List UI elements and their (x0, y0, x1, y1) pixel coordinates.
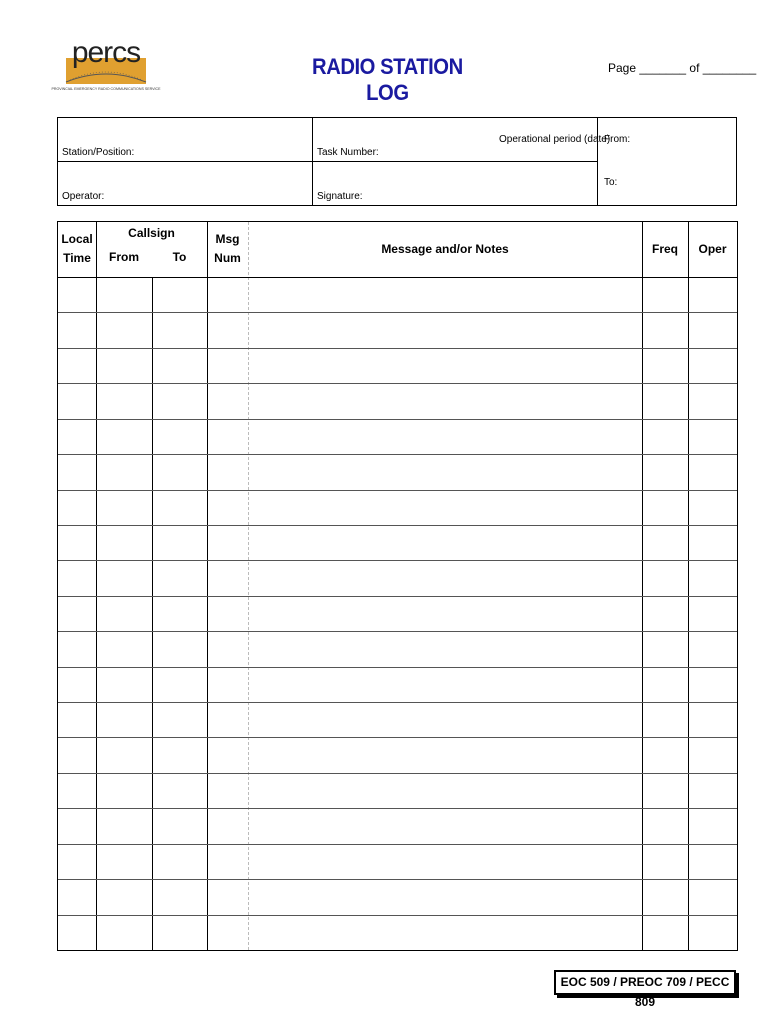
msg-num-cell[interactable] (207, 844, 248, 879)
callsign-to-cell[interactable] (152, 737, 207, 772)
message-cell[interactable] (248, 879, 642, 914)
oper-cell[interactable] (688, 596, 737, 631)
local-time-cell[interactable] (58, 844, 96, 879)
oper-cell[interactable] (688, 915, 737, 950)
callsign-to-cell[interactable] (152, 525, 207, 560)
local-time-cell[interactable] (58, 596, 96, 631)
callsign-to-cell[interactable] (152, 808, 207, 843)
table-row (58, 490, 737, 525)
msg-num-cell[interactable] (207, 419, 248, 454)
svg-text:percs: percs (71, 36, 141, 69)
callsign-to-cell[interactable] (152, 383, 207, 418)
local-time-cell[interactable] (58, 383, 96, 418)
from-date-label[interactable]: From: (604, 134, 631, 145)
operational-period-label: Operational period (date) (499, 134, 611, 145)
freq-cell[interactable] (642, 702, 688, 737)
table-row (58, 454, 737, 489)
local-time-cell[interactable] (58, 915, 96, 950)
callsign-from-cell[interactable] (96, 667, 152, 702)
table-row (58, 596, 737, 631)
message-cell[interactable] (248, 454, 642, 489)
oper-cell[interactable] (688, 702, 737, 737)
freq-cell[interactable] (642, 915, 688, 950)
oper-cell[interactable] (688, 773, 737, 808)
oper-cell[interactable] (688, 667, 737, 702)
local-time-cell[interactable] (58, 560, 96, 595)
page-indicator[interactable]: Page _______ of ________ (608, 61, 757, 75)
callsign-from-cell[interactable] (96, 312, 152, 347)
message-cell[interactable] (248, 844, 642, 879)
form-code-badge: EOC 509 / PREOC 709 / PECC 809 (554, 970, 736, 995)
callsign-to-cell[interactable] (152, 312, 207, 347)
msg-num-cell[interactable] (207, 702, 248, 737)
oper-cell[interactable] (688, 844, 737, 879)
table-row (58, 879, 737, 914)
local-time-header: Local Time (61, 232, 93, 265)
radio-log-table (57, 221, 738, 951)
msg-num-cell[interactable] (207, 525, 248, 560)
oper-cell[interactable] (688, 631, 737, 666)
table-row (58, 667, 737, 702)
callsign-from-cell[interactable] (96, 348, 152, 383)
info-section (57, 117, 737, 206)
freq-cell[interactable] (642, 490, 688, 525)
callsign-to-cell[interactable] (152, 490, 207, 525)
local-time-cell[interactable] (58, 312, 96, 347)
local-time-cell[interactable] (58, 773, 96, 808)
message-cell[interactable] (248, 383, 642, 418)
msg-num-cell[interactable] (207, 454, 248, 489)
local-time-cell[interactable] (58, 879, 96, 914)
callsign-to-cell[interactable] (152, 879, 207, 914)
freq-cell[interactable] (642, 737, 688, 772)
table-row (58, 737, 737, 772)
callsign-from-cell[interactable] (96, 490, 152, 525)
freq-cell[interactable] (642, 631, 688, 666)
callsign-from-cell[interactable] (96, 631, 152, 666)
callsign-to-cell[interactable] (152, 667, 207, 702)
msg-num-cell[interactable] (207, 737, 248, 772)
callsign-from-cell[interactable] (96, 419, 152, 454)
callsign-to-cell[interactable] (152, 419, 207, 454)
oper-cell[interactable] (688, 383, 737, 418)
message-cell[interactable] (248, 312, 642, 347)
message-cell[interactable] (248, 808, 642, 843)
to-date-label[interactable]: To: (604, 177, 618, 188)
msg-num-cell[interactable] (207, 383, 248, 418)
callsign-to-cell[interactable] (152, 596, 207, 631)
msg-num-cell[interactable] (207, 560, 248, 595)
msg-num-cell[interactable] (207, 490, 248, 525)
freq-cell[interactable] (642, 879, 688, 914)
table-row (58, 915, 737, 950)
message-cell[interactable] (248, 277, 642, 312)
callsign-from-cell[interactable] (96, 525, 152, 560)
callsign-from-cell[interactable] (96, 596, 152, 631)
msg-num-cell[interactable] (207, 667, 248, 702)
msg-num-cell[interactable] (207, 312, 248, 347)
oper-cell[interactable] (688, 490, 737, 525)
table-row (58, 560, 737, 595)
freq-cell[interactable] (642, 773, 688, 808)
local-time-cell[interactable] (58, 631, 96, 666)
callsign-from-cell[interactable] (96, 560, 152, 595)
message-cell[interactable] (248, 525, 642, 560)
message-cell[interactable] (248, 702, 642, 737)
msg-num-cell[interactable] (207, 277, 248, 312)
local-time-cell[interactable] (58, 454, 96, 489)
local-time-cell[interactable] (58, 737, 96, 772)
freq-cell[interactable] (642, 560, 688, 595)
callsign-to-cell[interactable] (152, 277, 207, 312)
callsign-from-header: From (109, 250, 139, 264)
message-notes-header: Message and/or Notes (381, 242, 509, 256)
message-cell[interactable] (248, 490, 642, 525)
oper-cell[interactable] (688, 808, 737, 843)
oper-cell[interactable] (688, 879, 737, 914)
oper-cell[interactable] (688, 348, 737, 383)
msg-num-cell[interactable] (207, 915, 248, 950)
oper-cell[interactable] (688, 737, 737, 772)
callsign-from-cell[interactable] (96, 277, 152, 312)
callsign-to-cell[interactable] (152, 631, 207, 666)
table-row (58, 348, 737, 383)
message-cell[interactable] (248, 596, 642, 631)
freq-cell[interactable] (642, 525, 688, 560)
message-cell[interactable] (248, 560, 642, 595)
freq-cell[interactable] (642, 277, 688, 312)
table-row (58, 702, 737, 737)
table-row (58, 277, 737, 312)
task-number-field[interactable]: Task Number: (317, 147, 379, 158)
freq-cell[interactable] (642, 454, 688, 489)
oper-cell[interactable] (688, 560, 737, 595)
callsign-from-cell[interactable] (96, 844, 152, 879)
signature-field[interactable]: Signature: (317, 191, 363, 202)
freq-cell[interactable] (642, 596, 688, 631)
freq-header: Freq (651, 242, 678, 256)
oper-cell[interactable] (688, 277, 737, 312)
callsign-to-cell[interactable] (152, 773, 207, 808)
msg-num-cell[interactable] (207, 808, 248, 843)
msg-num-cell[interactable] (207, 879, 248, 914)
oper-cell[interactable] (688, 419, 737, 454)
callsign-from-cell[interactable] (96, 808, 152, 843)
callsign-from-cell[interactable] (96, 383, 152, 418)
callsign-to-cell[interactable] (152, 702, 207, 737)
message-cell[interactable] (248, 737, 642, 772)
callsign-header: Callsign (128, 226, 175, 240)
callsign-from-cell[interactable] (96, 773, 152, 808)
oper-cell[interactable] (688, 525, 737, 560)
freq-cell[interactable] (642, 667, 688, 702)
oper-header: Oper (698, 242, 727, 256)
message-cell[interactable] (248, 631, 642, 666)
callsign-from-cell[interactable] (96, 879, 152, 914)
callsign-to-cell[interactable] (152, 915, 207, 950)
local-time-cell[interactable] (58, 525, 96, 560)
callsign-to-cell[interactable] (152, 844, 207, 879)
callsign-to-cell[interactable] (152, 454, 207, 489)
freq-cell[interactable] (642, 383, 688, 418)
oper-cell[interactable] (688, 454, 737, 489)
callsign-to-header: To (172, 250, 187, 264)
freq-cell[interactable] (642, 844, 688, 879)
msg-num-cell[interactable] (207, 773, 248, 808)
table-row (58, 808, 737, 843)
callsign-from-cell[interactable] (96, 737, 152, 772)
callsign-from-cell[interactable] (96, 454, 152, 489)
oper-cell[interactable] (688, 312, 737, 347)
callsign-to-cell[interactable] (152, 348, 207, 383)
local-time-cell[interactable] (58, 808, 96, 843)
operator-field[interactable]: Operator: (62, 191, 105, 202)
table-row (58, 419, 737, 454)
freq-cell[interactable] (642, 808, 688, 843)
msg-num-cell[interactable] (207, 596, 248, 631)
local-time-cell[interactable] (58, 667, 96, 702)
callsign-from-cell[interactable] (96, 915, 152, 950)
message-cell[interactable] (248, 419, 642, 454)
msg-num-cell[interactable] (207, 631, 248, 666)
local-time-cell[interactable] (58, 277, 96, 312)
local-time-cell[interactable] (58, 348, 96, 383)
station-position-field[interactable]: Station/Position: (62, 147, 135, 158)
callsign-to-cell[interactable] (152, 560, 207, 595)
form-title: RADIO STATION LOG (312, 54, 463, 105)
local-time-cell[interactable] (58, 419, 96, 454)
svg-text:PROVINCIAL EMERGENCY RADIO COM: PROVINCIAL EMERGENCY RADIO COMMUNICATIONS SERVICE (51, 87, 161, 91)
freq-cell[interactable] (642, 348, 688, 383)
message-cell[interactable] (248, 348, 642, 383)
callsign-from-cell[interactable] (96, 702, 152, 737)
msg-num-header: Msg Num (214, 232, 241, 265)
freq-cell[interactable] (642, 419, 688, 454)
table-row (58, 773, 737, 808)
table-row (58, 312, 737, 347)
table-row (58, 844, 737, 879)
percs-logo (51, 36, 161, 98)
local-time-cell[interactable] (58, 702, 96, 737)
table-row (58, 525, 737, 560)
local-time-cell[interactable] (58, 490, 96, 525)
freq-cell[interactable] (642, 312, 688, 347)
message-cell[interactable] (248, 915, 642, 950)
message-cell[interactable] (248, 667, 642, 702)
msg-num-cell[interactable] (207, 348, 248, 383)
message-cell[interactable] (248, 773, 642, 808)
table-row (58, 631, 737, 666)
table-row (58, 383, 737, 418)
